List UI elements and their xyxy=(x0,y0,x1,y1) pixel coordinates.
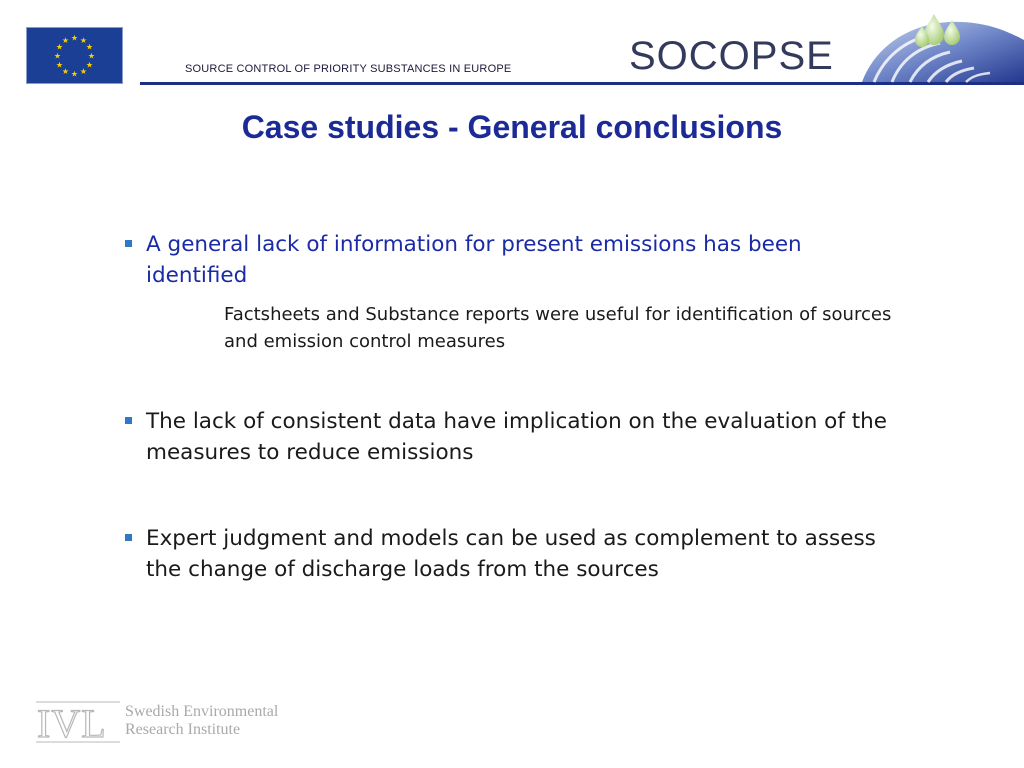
bullet-item xyxy=(146,523,906,585)
svg-text:★: ★ xyxy=(70,69,79,79)
svg-text:★: ★ xyxy=(53,51,62,61)
svg-text:★: ★ xyxy=(85,60,94,70)
org-name xyxy=(125,703,278,739)
bullet-item xyxy=(146,229,906,291)
svg-text:★: ★ xyxy=(61,36,70,45)
eu-flag-icon xyxy=(26,27,123,84)
org-name-line1: Swedish Environmental xyxy=(125,703,279,720)
bullet-text: The lack of consistent data have implication on the evaluation of the measures to reduce emissions xyxy=(146,409,888,465)
slide-title: Case studies - General conclusions xyxy=(241,109,783,145)
bullet-marker-icon xyxy=(125,534,132,541)
svg-text:★: ★ xyxy=(85,42,94,52)
org-name-line2: Research Institute xyxy=(125,721,241,738)
brand-wordmark: SOCOPSE xyxy=(629,34,834,78)
header-subtitle: SOURCE CONTROL OF PRIORITY SUBSTANCES IN EUROPE xyxy=(185,63,512,75)
bullet-item xyxy=(146,406,906,468)
ivl-logo-icon xyxy=(36,700,122,744)
svg-text:★: ★ xyxy=(79,67,88,76)
bullet-text: A general lack of information for present emissions has been identified xyxy=(146,232,802,288)
bullet-marker-icon xyxy=(125,417,132,424)
sub-note: Factsheets and Substance reports were useful for identification of sources and emission control measures xyxy=(224,304,892,352)
bullet-marker-icon xyxy=(125,240,132,247)
svg-text:★: ★ xyxy=(61,67,70,76)
svg-text:★: ★ xyxy=(55,60,64,70)
svg-text:★: ★ xyxy=(79,36,88,45)
svg-text:★: ★ xyxy=(87,51,96,61)
svg-text:★: ★ xyxy=(55,42,64,52)
ivl-logo-letters: IVL xyxy=(37,701,107,744)
bullet-text: Expert judgment and models can be used as complement to assess the change of discharge loads from the sources xyxy=(146,526,876,582)
svg-text:★: ★ xyxy=(70,33,79,43)
socopse-logo-icon xyxy=(854,10,1024,84)
